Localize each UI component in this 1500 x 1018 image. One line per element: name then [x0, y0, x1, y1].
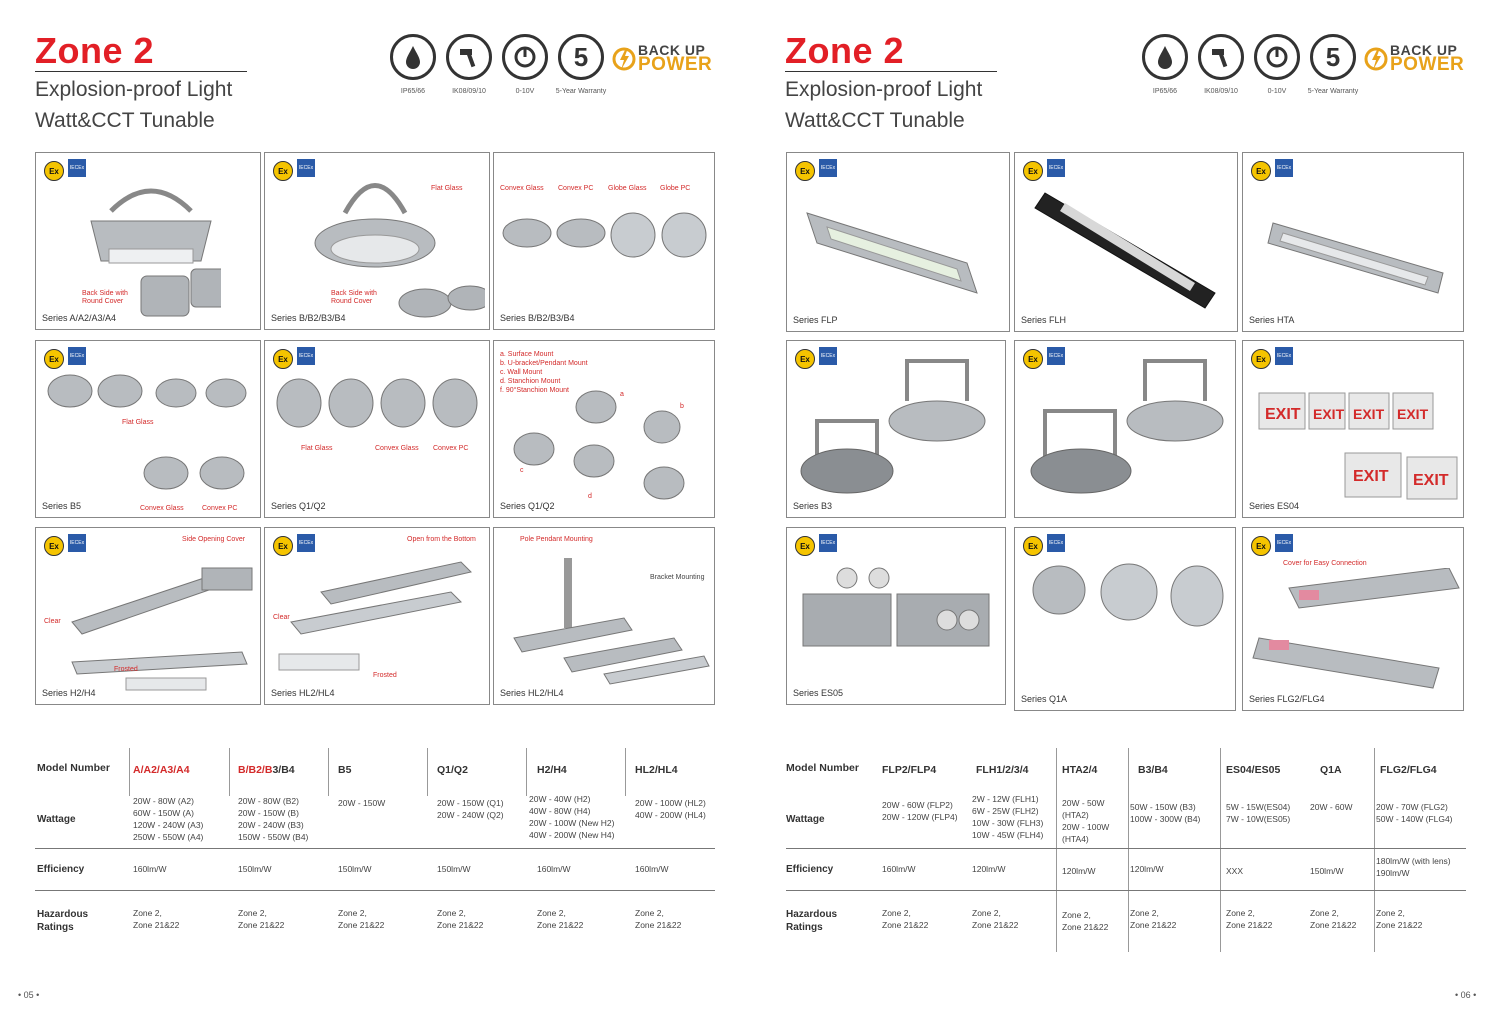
- hazard-cell: Zone 2, Zone 21&22: [1376, 908, 1423, 930]
- column-header: B3/B4: [1138, 764, 1168, 776]
- note-text: Globe PC: [660, 185, 691, 192]
- hazard-cell: Zone 2, Zone 21&22: [1130, 908, 1177, 930]
- column-header: ES04/ES05: [1226, 764, 1281, 776]
- logo-line-2: POWER: [1390, 54, 1465, 75]
- note-text: Round Cover: [82, 298, 124, 305]
- product-panel: [1242, 152, 1464, 332]
- note-text: Bracket Mounting: [650, 574, 705, 581]
- efficiency-cell: 150lm/W: [1310, 866, 1344, 876]
- exit-signs-image: [1253, 363, 1459, 503]
- note-text: b: [680, 403, 684, 410]
- note-text: Open from the Bottom: [407, 536, 476, 543]
- atex-ex-icon: Ex: [44, 161, 64, 181]
- series-label: Series FLG2/FLG4: [1249, 694, 1325, 704]
- note-text: Pole Pendant Mounting: [520, 536, 593, 543]
- backup-power-logo: [1364, 40, 1474, 76]
- exit-sign-text: EXIT: [1397, 406, 1429, 422]
- wattage-cell: 20W - 150W (Q1) 20W - 240W (Q2): [437, 798, 504, 820]
- certification-icon: IECEx: [819, 347, 837, 365]
- efficiency-label: Efficiency: [37, 864, 85, 875]
- dimmer-dial-icon: [502, 34, 548, 80]
- column-divider: [129, 748, 130, 796]
- atex-ex-icon: Ex: [1251, 536, 1271, 556]
- badge-label: IK08/09/10: [1204, 88, 1238, 95]
- hazard-cell: Zone 2, Zone 21&22: [1062, 910, 1109, 932]
- column-divider: [1374, 748, 1375, 952]
- wattage-cell: 20W - 150W: [338, 798, 386, 808]
- title-divider: [785, 71, 997, 72]
- note-text: Convex PC: [433, 445, 469, 452]
- certification-icon: IECEx: [819, 534, 837, 552]
- badge-label: IP65/66: [400, 88, 426, 95]
- product-panel: [786, 152, 1010, 332]
- note-text: Back Side with: [331, 290, 377, 297]
- row-divider: [786, 890, 1466, 891]
- wattage-cell: 20W - 60W (FLP2) 20W - 120W (FLP4): [882, 800, 958, 822]
- product-panel: [35, 527, 261, 705]
- atex-ex-icon: Ex: [1023, 349, 1043, 369]
- certification-icon: IECEx: [1047, 347, 1065, 365]
- note-text: Globe Glass: [608, 185, 647, 192]
- note-text: Clear: [273, 614, 290, 621]
- page-number: • 06 •: [1455, 990, 1477, 1000]
- backup-power-logo: [612, 40, 722, 76]
- series-label: Series HL2/HL4: [500, 688, 564, 698]
- hazard-cell: Zone 2, Zone 21&22: [1226, 908, 1273, 930]
- column-divider: [328, 748, 329, 796]
- note-text: Frosted: [114, 666, 138, 673]
- hazard-cell: Zone 2, Zone 21&22: [972, 908, 1019, 930]
- certification-icon: IECEx: [819, 159, 837, 177]
- mounting-options-image: [504, 387, 704, 507]
- catalog-page-right: [750, 0, 1500, 1018]
- atex-ex-icon: Ex: [273, 161, 293, 181]
- hammer-icon: [1198, 34, 1244, 80]
- spec-table: [786, 748, 1466, 948]
- series-h2h4-image: [42, 542, 256, 692]
- feature-badges: [390, 34, 720, 104]
- efficiency-cell: 150lm/W: [437, 864, 471, 874]
- note-text: c: [520, 467, 524, 474]
- product-panel: [35, 340, 261, 518]
- column-header-black-part: 3/B4: [272, 764, 295, 776]
- badge-label: IK08/09/10: [452, 88, 486, 95]
- efficiency-cell: XXX: [1226, 866, 1244, 876]
- wattage-cell: 2W - 12W (FLH1) 6W - 25W (FLH2) 10W - 30W (FLH3) 10W - 45W (FLH4): [972, 794, 1044, 840]
- note-text: Convex Glass: [140, 505, 184, 512]
- series-flp-image: [797, 183, 997, 303]
- column-header: Q1/Q2: [437, 764, 468, 776]
- hazard-cell: Zone 2, Zone 21&22: [133, 908, 180, 930]
- product-panel: [264, 152, 490, 330]
- efficiency-cell: 120lm/W: [1130, 864, 1164, 874]
- series-label: Series Q1/Q2: [500, 501, 555, 511]
- product-panel: [35, 152, 261, 330]
- note-text: d: [588, 493, 592, 500]
- note-text: Back Side with: [82, 290, 128, 297]
- water-drop-icon: [1142, 34, 1188, 80]
- certification-icon: IECEx: [1275, 534, 1293, 552]
- series-q1a-image: [1025, 562, 1225, 652]
- hazard-cell: Zone 2, Zone 21&22: [338, 908, 385, 930]
- exit-sign-text: EXIT: [1313, 406, 1345, 422]
- certification-icon: IECEx: [1275, 347, 1293, 365]
- wattage-cell: 20W - 80W (A2) 60W - 150W (A) 120W - 240W (A3) 250W - 550W (A4): [133, 796, 204, 842]
- series-label: Series B/B2/B3/B4: [500, 313, 575, 323]
- logo-line-2: POWER: [638, 54, 713, 75]
- row-divider: [786, 848, 1466, 849]
- column-header: A/A2/A3/A4: [133, 764, 190, 776]
- water-drop-icon: [390, 34, 436, 80]
- product-panel: [1014, 152, 1238, 332]
- wattage-cell: 20W - 50W (HTA2) 20W - 100W (HTA4): [1062, 798, 1110, 844]
- page-title: Zone 2: [785, 30, 905, 71]
- efficiency-cell: 150lm/W: [338, 864, 372, 874]
- efficiency-cell: 160lm/W: [537, 864, 571, 874]
- series-label: Series FLH: [1021, 315, 1067, 325]
- certification-icon: IECEx: [297, 534, 315, 552]
- efficiency-cell: 160lm/W: [635, 864, 669, 874]
- title-divider: [35, 71, 247, 72]
- certification-icon: IECEx: [297, 159, 315, 177]
- column-header: H2/H4: [537, 764, 567, 776]
- series-hta-image: [1253, 183, 1453, 303]
- row-divider: [35, 890, 715, 891]
- note-text: f. 90°Stanchion Mount: [500, 387, 569, 394]
- series-q1q2-image: [273, 363, 483, 443]
- product-panel: [493, 527, 715, 705]
- series-label: Series H2/H4: [42, 688, 96, 698]
- wattage-label: Wattage: [37, 814, 76, 825]
- note-text: a. Surface Mount: [500, 351, 554, 358]
- series-label: Series ES05: [793, 688, 844, 698]
- product-panel: [1242, 340, 1464, 518]
- efficiency-cell: 120lm/W: [1062, 866, 1096, 876]
- row-divider: [35, 848, 715, 849]
- column-header: FLH1/2/3/4: [976, 764, 1029, 776]
- atex-ex-icon: Ex: [795, 349, 815, 369]
- feature-badges: [1142, 34, 1472, 104]
- efficiency-cell: 160lm/W: [882, 864, 916, 874]
- column-divider: [1220, 748, 1221, 952]
- column-divider: [1128, 748, 1129, 952]
- hazard-cell: Zone 2, Zone 21&22: [1310, 908, 1357, 930]
- atex-ex-icon: Ex: [1023, 536, 1043, 556]
- product-panel: [493, 152, 715, 330]
- badge-label: IP65/66: [1152, 88, 1178, 95]
- certification-icon: IECEx: [1047, 534, 1065, 552]
- efficiency-cell: 150lm/W: [238, 864, 272, 874]
- product-panel: [786, 340, 1006, 518]
- series-label: Series B/B2/B3/B4: [271, 313, 346, 323]
- column-header: Q1A: [1320, 764, 1342, 776]
- column-header: B5: [338, 764, 352, 776]
- spec-table: [35, 748, 715, 948]
- column-header: FLP2/FLP4: [882, 764, 937, 776]
- series-label: Series B5: [42, 501, 82, 511]
- wattage-cell: 20W - 100W (HL2) 40W - 200W (HL4): [635, 798, 706, 820]
- five-icon: 5: [558, 34, 604, 80]
- efficiency-cell: 160lm/W: [133, 864, 167, 874]
- series-label: Series A/A2/A3/A4: [42, 313, 117, 323]
- badge-label: 5-Year Warranty: [555, 88, 607, 95]
- note-text: b. U-bracket/Pendant Mount: [500, 360, 588, 367]
- model-number-header: Model Number: [37, 762, 110, 774]
- series-label: Series Q1A: [1021, 694, 1068, 704]
- wattage-cell: 20W - 70W (FLG2) 50W - 140W (FLG4): [1376, 802, 1453, 824]
- logo-line-1: BACK UP: [1390, 42, 1458, 58]
- product-panel: [264, 527, 490, 705]
- atex-ex-icon: Ex: [44, 349, 64, 369]
- model-number-header: Model Number: [786, 762, 859, 774]
- product-panel: [1242, 527, 1464, 711]
- hazard-cell: Zone 2, Zone 21&22: [882, 908, 929, 930]
- floodlight-product-image: [81, 171, 221, 330]
- page-title: Zone 2: [35, 30, 155, 71]
- series-flg-image: [1249, 568, 1461, 698]
- efficiency-label: Efficiency: [786, 864, 834, 875]
- column-divider: [427, 748, 428, 796]
- certification-icon: IECEx: [1047, 159, 1065, 177]
- note-text: Flat Glass: [431, 185, 463, 192]
- note-text: Side Opening Cover: [182, 536, 246, 543]
- certification-icon: IECEx: [68, 159, 86, 177]
- note-text: Convex Glass: [375, 445, 419, 452]
- atex-ex-icon: Ex: [273, 536, 293, 556]
- product-panel: [1014, 527, 1236, 711]
- badge-label: 5-Year Warranty: [1307, 88, 1359, 95]
- product-panel: [786, 527, 1006, 705]
- series-hl2hl4-image: [271, 542, 485, 692]
- subtitle-line-1: Explosion-proof Light: [785, 78, 983, 101]
- column-header-red-part: B/B2/B: [238, 764, 273, 776]
- certification-icon: IECEx: [1275, 159, 1293, 177]
- certification-icon: IECEx: [68, 534, 86, 552]
- page-number: • 05 •: [18, 990, 40, 1000]
- efficiency-cell: 120lm/W: [972, 864, 1006, 874]
- wattage-label: Wattage: [786, 814, 825, 825]
- wattage-cell: 20W - 60W: [1310, 802, 1353, 812]
- wattage-cell: 20W - 40W (H2) 40W - 80W (H4) 20W - 100W (New H2) 40W - 200W (New H4): [529, 794, 615, 840]
- hazard-cell: Zone 2, Zone 21&22: [537, 908, 584, 930]
- hazardous-ratings-label: Hazardous Ratings: [786, 909, 838, 933]
- subtitle-line-2: Watt&CCT Tunable: [35, 109, 215, 132]
- wattage-cell: 5W - 15W(ES04) 7W - 10W(ES05): [1226, 802, 1291, 824]
- note-text: d. Stanchion Mount: [500, 378, 561, 385]
- highbay-variants-image: [499, 203, 709, 273]
- column-header: FLG2/FLG4: [1380, 764, 1437, 776]
- series-label: Series Q1/Q2: [271, 501, 326, 511]
- badge-label: 0-10V: [515, 88, 535, 95]
- column-divider: [526, 748, 527, 796]
- column-header: HTA2/4: [1062, 764, 1098, 776]
- product-panel: [1014, 340, 1236, 518]
- efficiency-cell: 180lm/W (with lens) 190lm/W: [1376, 856, 1451, 878]
- series-label: Series B3: [793, 501, 833, 511]
- wattage-cell: 20W - 80W (B2) 20W - 150W (B) 20W - 240W (B3) 150W - 550W (B4): [238, 796, 309, 842]
- note-text: Convex Glass: [500, 185, 544, 192]
- note-text: Convex PC: [202, 505, 238, 512]
- column-header: HL2/HL4: [635, 764, 678, 776]
- series-b5-image: [44, 363, 254, 493]
- note-text: a: [620, 391, 624, 398]
- note-text: Cover for Easy Connection: [1283, 560, 1367, 567]
- product-panel: [264, 340, 490, 518]
- dimmer-dial-icon: [1254, 34, 1300, 80]
- series-es05-image: [797, 564, 997, 664]
- note-text: Convex PC: [558, 185, 594, 192]
- wattage-cell: 50W - 150W (B3) 100W - 300W (B4): [1130, 802, 1201, 824]
- subtitle-line-2: Watt&CCT Tunable: [785, 109, 965, 132]
- exit-sign-text: EXIT: [1413, 472, 1449, 489]
- series-label: Series HL2/HL4: [271, 688, 335, 698]
- atex-ex-icon: Ex: [1251, 161, 1271, 181]
- atex-ex-icon: Ex: [1251, 349, 1271, 369]
- exit-sign-text: EXIT: [1265, 406, 1301, 423]
- atex-ex-icon: Ex: [795, 161, 815, 181]
- badge-label: 0-10V: [1267, 88, 1287, 95]
- column-header: [238, 764, 295, 776]
- exit-sign-text: EXIT: [1353, 406, 1385, 422]
- column-divider: [1056, 748, 1057, 952]
- atex-ex-icon: Ex: [1023, 161, 1043, 181]
- series-label: Series ES04: [1249, 501, 1300, 511]
- note-text: Frosted: [373, 672, 397, 679]
- hazard-cell: Zone 2, Zone 21&22: [437, 908, 484, 930]
- column-divider: [229, 748, 230, 796]
- certification-icon: IECEx: [68, 347, 86, 365]
- hammer-icon: [446, 34, 492, 80]
- column-divider: [625, 748, 626, 796]
- atex-ex-icon: Ex: [273, 349, 293, 369]
- atex-ex-icon: Ex: [795, 536, 815, 556]
- product-panel: [493, 340, 715, 518]
- series-b4-image: [1025, 351, 1225, 501]
- note-text: Flat Glass: [122, 419, 154, 426]
- series-label: Series HTA: [1249, 315, 1295, 325]
- subtitle-line-1: Explosion-proof Light: [35, 78, 233, 101]
- certification-icon: IECEx: [297, 347, 315, 365]
- series-b3-image: [797, 351, 997, 501]
- exit-sign-text: EXIT: [1353, 468, 1389, 485]
- note-text: Flat Glass: [301, 445, 333, 452]
- note-text: Round Cover: [331, 298, 373, 305]
- series-flh-image: [1025, 173, 1225, 313]
- pole-mounting-image: [504, 548, 710, 688]
- atex-ex-icon: Ex: [44, 536, 64, 556]
- note-text: Clear: [44, 618, 61, 625]
- hazard-cell: Zone 2, Zone 21&22: [238, 908, 285, 930]
- series-label: Series FLP: [793, 315, 838, 325]
- hazardous-ratings-label: Hazardous Ratings: [37, 909, 89, 933]
- note-text: c. Wall Mount: [500, 369, 543, 376]
- logo-line-1: BACK UP: [638, 42, 706, 58]
- hazard-cell: Zone 2, Zone 21&22: [635, 908, 682, 930]
- five-icon: 5: [1310, 34, 1356, 80]
